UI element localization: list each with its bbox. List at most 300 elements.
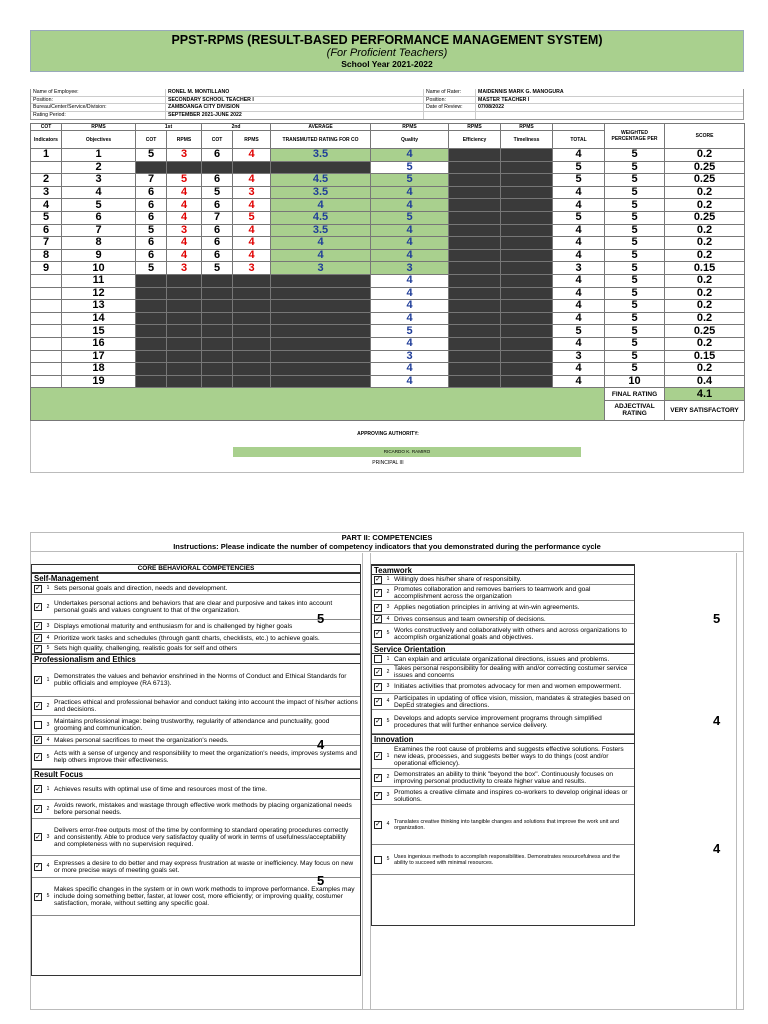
table-cell: 0.2	[665, 149, 745, 162]
table-row	[31, 224, 745, 237]
competency-checkbox[interactable]: ✓	[375, 821, 381, 828]
table-cell: 5	[605, 211, 665, 224]
competency-checkbox[interactable]: ✓	[35, 805, 41, 813]
table-row	[31, 211, 745, 224]
rating-table	[30, 123, 745, 421]
competency-checkbox[interactable]: ✓	[375, 668, 381, 676]
competency-checkbox[interactable]: ✓	[35, 833, 41, 841]
table-cell: 0.25	[665, 161, 745, 174]
competency-text: Demonstrates an ability to think "beyond the box". Continuously focuses on improving personal productivity to create higher value and results.	[394, 770, 614, 785]
item-number: 5	[386, 718, 390, 724]
table-cell: 5	[605, 287, 665, 300]
competency-checkbox[interactable]: ✓	[375, 718, 381, 725]
table-cell	[31, 274, 62, 287]
col-weighted: WEIGHTED PERCENTAGE PER	[605, 124, 665, 149]
col-indicators: Indicators	[31, 131, 62, 149]
item-number: 2	[386, 774, 390, 780]
table-cell	[449, 287, 501, 300]
table-row	[31, 249, 745, 262]
table-cell	[233, 274, 271, 287]
item-number: 1	[386, 576, 390, 582]
sheet-title: PPST-RPMS (RESULT-BASED PERFORMANCE MANAGEMENT SYSTEM)	[171, 33, 603, 47]
competency-checkbox[interactable]: ✓	[35, 702, 41, 710]
info-label: Date of Review:	[424, 104, 475, 112]
table-cell	[449, 325, 501, 338]
table-cell: 0.2	[665, 199, 745, 212]
competency-checkbox[interactable]: ✓	[375, 752, 381, 760]
competency-checkbox[interactable]: ✓	[35, 753, 41, 761]
table-row	[31, 174, 745, 187]
table-cell: 7	[31, 237, 62, 250]
table-cell: 11	[62, 274, 136, 287]
table-cell: 5	[605, 237, 665, 250]
table-cell: 5	[605, 186, 665, 199]
table-cell: 0.15	[665, 350, 745, 363]
competency-checkbox[interactable]: ✓	[375, 683, 381, 690]
competency-text: Achieves results with optimal use of time and resources most of the time.	[54, 785, 267, 793]
table-cell: 4	[553, 249, 605, 262]
table-cell	[136, 287, 167, 300]
table-cell: 2	[31, 174, 62, 187]
table-cell: 9	[62, 249, 136, 262]
table-cell	[449, 186, 501, 199]
rating-period: SEPTEMBER 2021-JUNE 2022	[168, 111, 242, 118]
table-cell	[449, 363, 501, 376]
table-row	[31, 375, 745, 388]
table-row	[31, 161, 745, 174]
table-cell: 5	[553, 325, 605, 338]
table-cell	[31, 325, 62, 338]
table-cell	[233, 350, 271, 363]
table-cell	[501, 249, 553, 262]
table-cell: 4	[371, 274, 449, 287]
competency-checkbox[interactable]: ✓	[35, 622, 41, 630]
competency-item	[32, 800, 360, 819]
table-cell	[501, 262, 553, 275]
table-cell	[501, 149, 553, 162]
table-cell	[449, 161, 501, 174]
table-cell	[233, 287, 271, 300]
competency-item	[32, 620, 360, 633]
table-cell: 0.25	[665, 211, 745, 224]
competency-item	[372, 845, 634, 875]
item-number: 1	[46, 785, 50, 792]
item-number: 2	[46, 702, 50, 709]
table-cell	[136, 312, 167, 325]
table-cell: 0.2	[665, 186, 745, 199]
table-cell	[167, 287, 202, 300]
table-cell: 18	[62, 363, 136, 376]
table-cell: 2	[62, 161, 136, 174]
table-cell: 3	[371, 262, 449, 275]
table-cell: 4	[553, 274, 605, 287]
competency-checkbox[interactable]: ✓	[35, 785, 41, 793]
competency-text: Maintains professional image: being trustworthy, regularity of attendance and punctuality, good grooming and communication.	[54, 718, 330, 732]
final-rating-label: FINAL RATING	[605, 388, 665, 401]
table-cell: 5	[605, 249, 665, 262]
competency-item	[32, 697, 360, 716]
table-cell: 16	[62, 337, 136, 350]
competency-item	[32, 633, 360, 644]
table-cell	[449, 237, 501, 250]
table-cell: 3	[62, 174, 136, 187]
table-cell: 4	[371, 300, 449, 313]
competency-checkbox[interactable]: ✓	[35, 634, 41, 642]
table-cell	[233, 337, 271, 350]
competencies-sheet	[30, 532, 744, 1010]
rater-name: MAIDENNIS MARK G. MANOGURA	[476, 89, 743, 97]
table-cell: 4.5	[271, 211, 371, 224]
table-cell: 6	[202, 149, 233, 162]
competency-rating: 5	[317, 873, 325, 888]
competency-text: Delivers error-free outputs most of the time by conforming to standard operating procedures correctly and consistently. Able to produce very satisfactoy quality of work in terms of usefulness/acceptability and completeness with no supervision required.	[54, 826, 349, 848]
approver-name: RICARDO K. RAMIRO	[233, 447, 581, 457]
col-quality: Quality	[371, 131, 449, 149]
competency-text: Can explain and articulate organizational directions, issues and problems.	[394, 655, 610, 663]
table-cell: 4	[371, 363, 449, 376]
table-cell: 14	[62, 312, 136, 325]
col-average: AVERAGE	[271, 124, 371, 131]
table-cell: 3.5	[271, 149, 371, 162]
competency-text: Sets high quality, challenging, realistic goals for self and others	[54, 645, 238, 652]
table-cell: 4	[371, 312, 449, 325]
table-row	[31, 199, 745, 212]
table-cell: 5	[136, 149, 167, 162]
table-cell: 3	[167, 149, 202, 162]
item-number: 1	[46, 585, 50, 591]
table-cell: 4	[371, 375, 449, 388]
table-cell: 10	[605, 375, 665, 388]
table-cell	[233, 300, 271, 313]
col-efficiency: Efficiency	[449, 131, 501, 149]
table-cell	[271, 325, 371, 338]
table-cell: 5	[136, 224, 167, 237]
table-cell	[202, 325, 233, 338]
competency-checkbox[interactable]: ✓	[35, 603, 41, 611]
competency-checkbox[interactable]: ✓	[35, 893, 41, 900]
competency-checkbox[interactable]: ✓	[375, 576, 381, 583]
table-cell: 7	[136, 174, 167, 187]
table-cell: 7	[62, 224, 136, 237]
table-cell: 6	[136, 211, 167, 224]
table-row	[31, 186, 745, 199]
approving-authority-label: APPROVING AUTHORITY:	[357, 430, 419, 437]
table-cell	[167, 337, 202, 350]
table-cell	[501, 237, 553, 250]
table-cell: 9	[31, 262, 62, 275]
competency-text: Applies negotiation principles in arriving at win-win agreements.	[394, 604, 580, 611]
competency-checkbox[interactable]: ✓	[35, 736, 41, 744]
table-cell: 3.5	[271, 186, 371, 199]
table-cell	[31, 350, 62, 363]
rpms-summary-sheet	[30, 30, 744, 473]
table-cell	[202, 337, 233, 350]
item-number: 4	[46, 634, 50, 641]
col-second: 2nd	[202, 124, 271, 131]
item-number: 5	[386, 630, 390, 636]
table-cell	[136, 350, 167, 363]
table-cell: 4	[553, 149, 605, 162]
school-year: School Year 2021-2022	[341, 59, 433, 69]
item-number: 3	[46, 721, 50, 728]
item-number: 5	[386, 856, 390, 862]
table-cell: 5	[167, 174, 202, 187]
competency-text: Expresses a desire to do better and may express frustration at waste or inefficiency. May focus on new or more precise ways of meeting goals set.	[54, 859, 354, 874]
table-cell: 8	[62, 237, 136, 250]
competency-text: Makes personal sacrifices to meet the organization's needs.	[54, 736, 229, 744]
table-cell: 5	[605, 337, 665, 350]
col-rpms-b: RPMS	[233, 131, 271, 149]
item-number: 3	[386, 792, 390, 798]
table-cell	[136, 274, 167, 287]
table-cell	[501, 161, 553, 174]
competency-text: Uses ingenious methods to accomplish responsibilities. Demonstrates resourcefulness and the ability to succeed with minimal resources.	[394, 853, 620, 866]
table-cell	[449, 337, 501, 350]
table-row	[31, 325, 745, 338]
core-competencies-header: CORE BEHAVIORAL COMPETENCIES	[32, 565, 360, 573]
col-blank	[553, 124, 605, 131]
competency-item	[372, 710, 634, 734]
table-cell: 6	[136, 186, 167, 199]
table-cell: 5	[605, 161, 665, 174]
table-cell: 4	[167, 199, 202, 212]
table-cell: 5	[371, 325, 449, 338]
table-cell: 0.2	[665, 237, 745, 250]
competency-text: Translates creative thinking into tangible changes and solutions that improve the work unit and organization.	[394, 818, 619, 831]
table-cell	[31, 363, 62, 376]
competency-rating: 4	[317, 737, 325, 752]
employee-info	[30, 89, 744, 120]
table-cell: 5	[605, 274, 665, 287]
table-cell	[449, 224, 501, 237]
table-cell: 6	[136, 237, 167, 250]
employee-name: RONEL M. MONTILLANO	[166, 89, 423, 97]
info-label: Name of Rater:	[424, 89, 475, 97]
table-cell	[167, 375, 202, 388]
table-cell: 4	[371, 249, 449, 262]
table-cell	[501, 363, 553, 376]
col-rpms3: RPMS	[449, 124, 501, 131]
competency-text: Demonstrates the values and behavior enshrined in the Norms of Conduct and Ethical Standards for public officials and employee (RA 6713).	[54, 673, 347, 687]
info-label: Name of Employee:	[31, 89, 165, 97]
table-cell: 5	[371, 211, 449, 224]
table-cell	[449, 262, 501, 275]
table-cell: 5	[371, 174, 449, 187]
table-cell: 0.25	[665, 174, 745, 187]
table-cell: 4	[233, 224, 271, 237]
table-cell: 5	[202, 186, 233, 199]
sheet-header	[30, 30, 744, 72]
table-cell: 4	[31, 199, 62, 212]
table-cell	[271, 300, 371, 313]
table-cell: 5	[605, 199, 665, 212]
competency-item	[32, 819, 360, 856]
competency-checkbox[interactable]: ✓	[375, 792, 381, 799]
table-cell: 5	[62, 199, 136, 212]
item-number: 1	[386, 752, 390, 759]
competency-item	[372, 601, 634, 615]
table-cell: 4	[371, 337, 449, 350]
table-cell: 5	[605, 350, 665, 363]
item-number: 5	[46, 893, 50, 899]
adjectival-rating-value: VERY SATISFACTORY	[665, 400, 745, 420]
col-first: 1st	[136, 124, 202, 131]
competency-section-title: Innovation	[372, 734, 634, 744]
table-cell	[501, 375, 553, 388]
table-cell: 4	[271, 199, 371, 212]
table-cell	[449, 249, 501, 262]
competency-section-title: Teamwork	[372, 565, 634, 575]
table-cell: 4.5	[271, 174, 371, 187]
part2-title: PART II: COMPETENCIES	[341, 533, 433, 542]
competency-checkbox[interactable]: ✓	[375, 630, 381, 637]
competency-item	[372, 624, 634, 644]
table-cell: 4	[553, 300, 605, 313]
table-cell: 6	[202, 224, 233, 237]
competency-text: Develops and adopts service improvement programs through simplified procedures that will further enhance service delivery.	[394, 714, 602, 729]
table-cell	[449, 300, 501, 313]
table-cell: 6	[62, 211, 136, 224]
competency-item	[32, 583, 360, 595]
table-cell	[31, 300, 62, 313]
table-cell: 5	[605, 312, 665, 325]
table-cell: 5	[233, 211, 271, 224]
competency-item	[32, 595, 360, 620]
table-cell: 4	[62, 186, 136, 199]
table-cell	[449, 312, 501, 325]
competency-text: Willingly does his/her share of responsibilty.	[394, 576, 522, 583]
competency-checkbox[interactable]: ✓	[35, 645, 41, 652]
competency-item	[32, 856, 360, 878]
table-cell	[202, 274, 233, 287]
info-empty	[424, 112, 475, 120]
table-cell: 6	[202, 237, 233, 250]
table-cell: 15	[62, 325, 136, 338]
table-cell: 1	[31, 149, 62, 162]
competency-checkbox[interactable]: ✓	[375, 774, 381, 781]
table-cell	[202, 312, 233, 325]
approver-position: PRINCIPAL III	[372, 459, 404, 466]
competency-section-title: Professionalism and Ethics	[32, 654, 360, 664]
table-cell	[449, 375, 501, 388]
table-cell: 0.2	[665, 287, 745, 300]
table-cell: 5	[202, 262, 233, 275]
review-date: 07/08/2022	[476, 104, 743, 112]
col-cot-a: COT	[136, 131, 167, 149]
competency-item	[32, 878, 360, 916]
competency-text: Practices ethical and professional behavior and conduct taking into account the impact of his/her actions and decisions.	[54, 699, 358, 713]
table-cell	[501, 300, 553, 313]
competency-text: Acts with a sense of urgency and responsibility to meet the organization's needs, improves systems and help others improve their effectiveness.	[54, 750, 357, 764]
table-cell: 0.2	[665, 300, 745, 313]
table-cell	[449, 174, 501, 187]
competency-item	[372, 744, 634, 769]
table-cell: 4	[553, 237, 605, 250]
table-cell	[449, 211, 501, 224]
competency-checkbox[interactable]: ✓	[35, 863, 41, 870]
col-rpms: RPMS	[62, 124, 136, 131]
item-number: 1	[386, 655, 390, 662]
table-cell: 7	[202, 211, 233, 224]
table-cell: 4	[371, 149, 449, 162]
table-cell: 4	[233, 237, 271, 250]
table-cell: 4	[167, 237, 202, 250]
competency-checkbox[interactable]	[374, 856, 382, 864]
item-number: 2	[386, 668, 390, 675]
col-transmuted: TRANSMUTED RATING FOR CO	[271, 131, 371, 149]
table-cell: 5	[31, 211, 62, 224]
competency-checkbox[interactable]	[34, 721, 42, 729]
table-cell: 3	[371, 350, 449, 363]
info-label: Position:	[31, 97, 165, 105]
col-timeliness: Timeliness	[501, 131, 553, 149]
table-cell: 5	[553, 161, 605, 174]
competency-checkbox[interactable]: ✓	[375, 698, 381, 705]
table-cell: 4	[167, 211, 202, 224]
competency-item	[32, 779, 360, 800]
table-cell	[449, 199, 501, 212]
competency-checkbox[interactable]: ✓	[35, 676, 41, 684]
competency-text: Avoids rework, mistakes and wastage through effective work methods by placing organizational needs before personal needs.	[54, 802, 352, 816]
table-cell: 4	[553, 363, 605, 376]
competency-checkbox[interactable]: ✓	[375, 604, 381, 611]
competency-checkbox[interactable]	[374, 655, 382, 663]
col-score: SCORE	[665, 124, 745, 149]
table-cell: 19	[62, 375, 136, 388]
competency-checkbox[interactable]: ✓	[375, 589, 381, 596]
table-cell	[501, 224, 553, 237]
table-cell	[501, 211, 553, 224]
competency-text: Works constructively and collaboratively with others and across organizations to accomplish organizational goals and objectives.	[394, 626, 627, 641]
employee-division: ZAMBOANGA CITY DIVISION	[166, 104, 423, 112]
competency-rating: 5	[713, 611, 721, 626]
table-cell	[501, 287, 553, 300]
table-cell	[449, 274, 501, 287]
table-cell: 3	[167, 262, 202, 275]
table-cell: 0.2	[665, 363, 745, 376]
col-cot: COT	[31, 124, 62, 131]
table-cell: 0.15	[665, 262, 745, 275]
table-cell	[31, 312, 62, 325]
rater-position: MASTER TEACHER I	[476, 97, 743, 105]
competency-text: Takes personal responsibility for dealing with and/or correcting costumer service issues and concerns	[394, 665, 628, 679]
table-cell	[233, 161, 271, 174]
table-cell	[31, 287, 62, 300]
info-label: Position:	[424, 97, 475, 105]
competency-item	[372, 769, 634, 787]
competency-checkbox[interactable]: ✓	[375, 615, 381, 623]
table-cell	[501, 186, 553, 199]
table-cell: 3	[553, 350, 605, 363]
competency-text: Sets personal goals and direction, needs and development.	[54, 585, 228, 592]
competency-item	[372, 665, 634, 680]
table-cell	[501, 199, 553, 212]
competency-text: Examines the root cause of problems and suggests effective solutions. Fosters new ideas, processes, and suggests better ways to do things (cost and/or operational efficiency).	[394, 745, 624, 767]
table-cell: 13	[62, 300, 136, 313]
part2-instructions: Instructions: Please indicate the number of competency indicators that you demonstrated during the performance cycle	[31, 542, 743, 552]
competency-section-title: Service Orientation	[372, 644, 634, 654]
table-cell: 4	[371, 237, 449, 250]
table-row	[31, 363, 745, 376]
item-number: 3	[386, 604, 390, 610]
table-cell: 5	[605, 300, 665, 313]
col-cot-b: COT	[202, 131, 233, 149]
table-row	[31, 337, 745, 350]
table-row	[31, 287, 745, 300]
table-cell: 4	[371, 199, 449, 212]
competency-checkbox[interactable]: ✓	[35, 585, 41, 592]
table-row	[31, 274, 745, 287]
